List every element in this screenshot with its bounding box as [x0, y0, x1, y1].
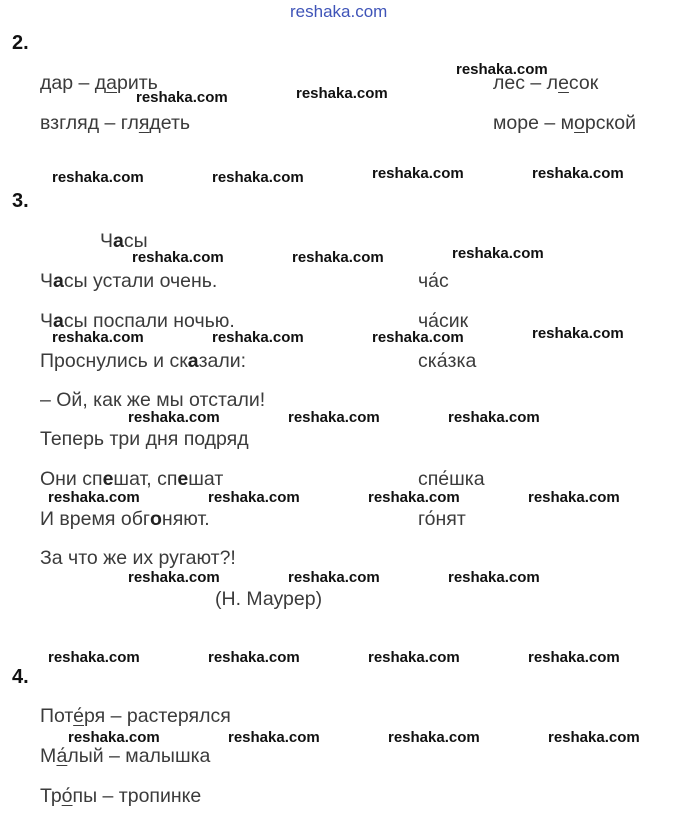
watermark: reshaka.com — [68, 729, 160, 746]
watermark: reshaka.com — [128, 569, 220, 586]
watermark: reshaka.com — [296, 85, 388, 102]
poem-line-6: Они спешат, спешат — [40, 468, 224, 490]
watermark: reshaka.com — [528, 649, 620, 666]
check-word-3: ска́зка — [418, 350, 477, 372]
watermark: reshaka.com — [528, 489, 620, 506]
ex2-pair-1: дар – дарить — [40, 72, 158, 94]
poem-line-4: – Ой, как же мы отстали! — [40, 389, 266, 411]
watermark: reshaka.com — [136, 89, 228, 106]
poem-line-3: Проснулись и сказали: — [40, 350, 247, 372]
exercise-4-number: 4. — [12, 666, 29, 688]
exercise-3-number: 3. — [12, 190, 29, 212]
poem-line-2: Часы поспали ночью. — [40, 310, 235, 332]
watermark: reshaka.com — [52, 169, 144, 186]
ex2-pair-3: взгляд – глядеть — [40, 112, 191, 134]
ex4-line-2: Ма́лый – малышка — [40, 745, 211, 767]
poem-line-8: За что же их ругают?! — [40, 547, 236, 569]
watermark: reshaka.com — [532, 325, 624, 342]
watermark: reshaka.com — [456, 61, 548, 78]
check-word-1: ча́с — [418, 270, 449, 292]
watermark: reshaka.com — [548, 729, 640, 746]
exercise-2-number: 2. — [12, 32, 29, 54]
watermark: reshaka.com — [372, 329, 464, 346]
watermark: reshaka.com — [288, 569, 380, 586]
watermark: reshaka.com — [288, 409, 380, 426]
poem-title: Часы — [100, 230, 148, 252]
poem-line-1: Часы устали очень. — [40, 270, 218, 292]
poem-line-5: Теперь три дня подряд — [40, 428, 249, 450]
watermark: reshaka.com — [228, 729, 320, 746]
ex2-pair-2: лес – лесок — [493, 72, 599, 94]
watermark: reshaka.com — [128, 409, 220, 426]
watermark: reshaka.com — [212, 169, 304, 186]
watermark: reshaka.com — [52, 329, 144, 346]
check-word-5: го́нят — [418, 508, 466, 530]
ex2-pair-4: море – морской — [493, 112, 636, 134]
check-word-2: ча́сик — [418, 310, 469, 332]
watermark: reshaka.com — [448, 569, 540, 586]
ex4-line-1: Поте́ря – растерялся — [40, 705, 231, 727]
site-header-watermark: reshaka.com — [290, 2, 388, 21]
watermark: reshaka.com — [532, 165, 624, 182]
watermark: reshaka.com — [388, 729, 480, 746]
poem-line-7: И время обгоняют. — [40, 508, 210, 530]
watermark: reshaka.com — [448, 409, 540, 426]
watermark: reshaka.com — [372, 165, 464, 182]
ex4-line-3: Тро́пы – тропинке — [40, 785, 202, 807]
watermark: reshaka.com — [48, 649, 140, 666]
watermark: reshaka.com — [132, 249, 224, 266]
watermark: reshaka.com — [208, 649, 300, 666]
watermark: reshaka.com — [48, 489, 140, 506]
check-word-4: спе́шка — [418, 468, 485, 490]
watermark: reshaka.com — [292, 249, 384, 266]
watermark: reshaka.com — [368, 489, 460, 506]
poem-author: (Н. Маурер) — [215, 588, 323, 610]
watermark: reshaka.com — [368, 649, 460, 666]
watermark: reshaka.com — [208, 489, 300, 506]
watermark: reshaka.com — [452, 245, 544, 262]
watermark: reshaka.com — [212, 329, 304, 346]
